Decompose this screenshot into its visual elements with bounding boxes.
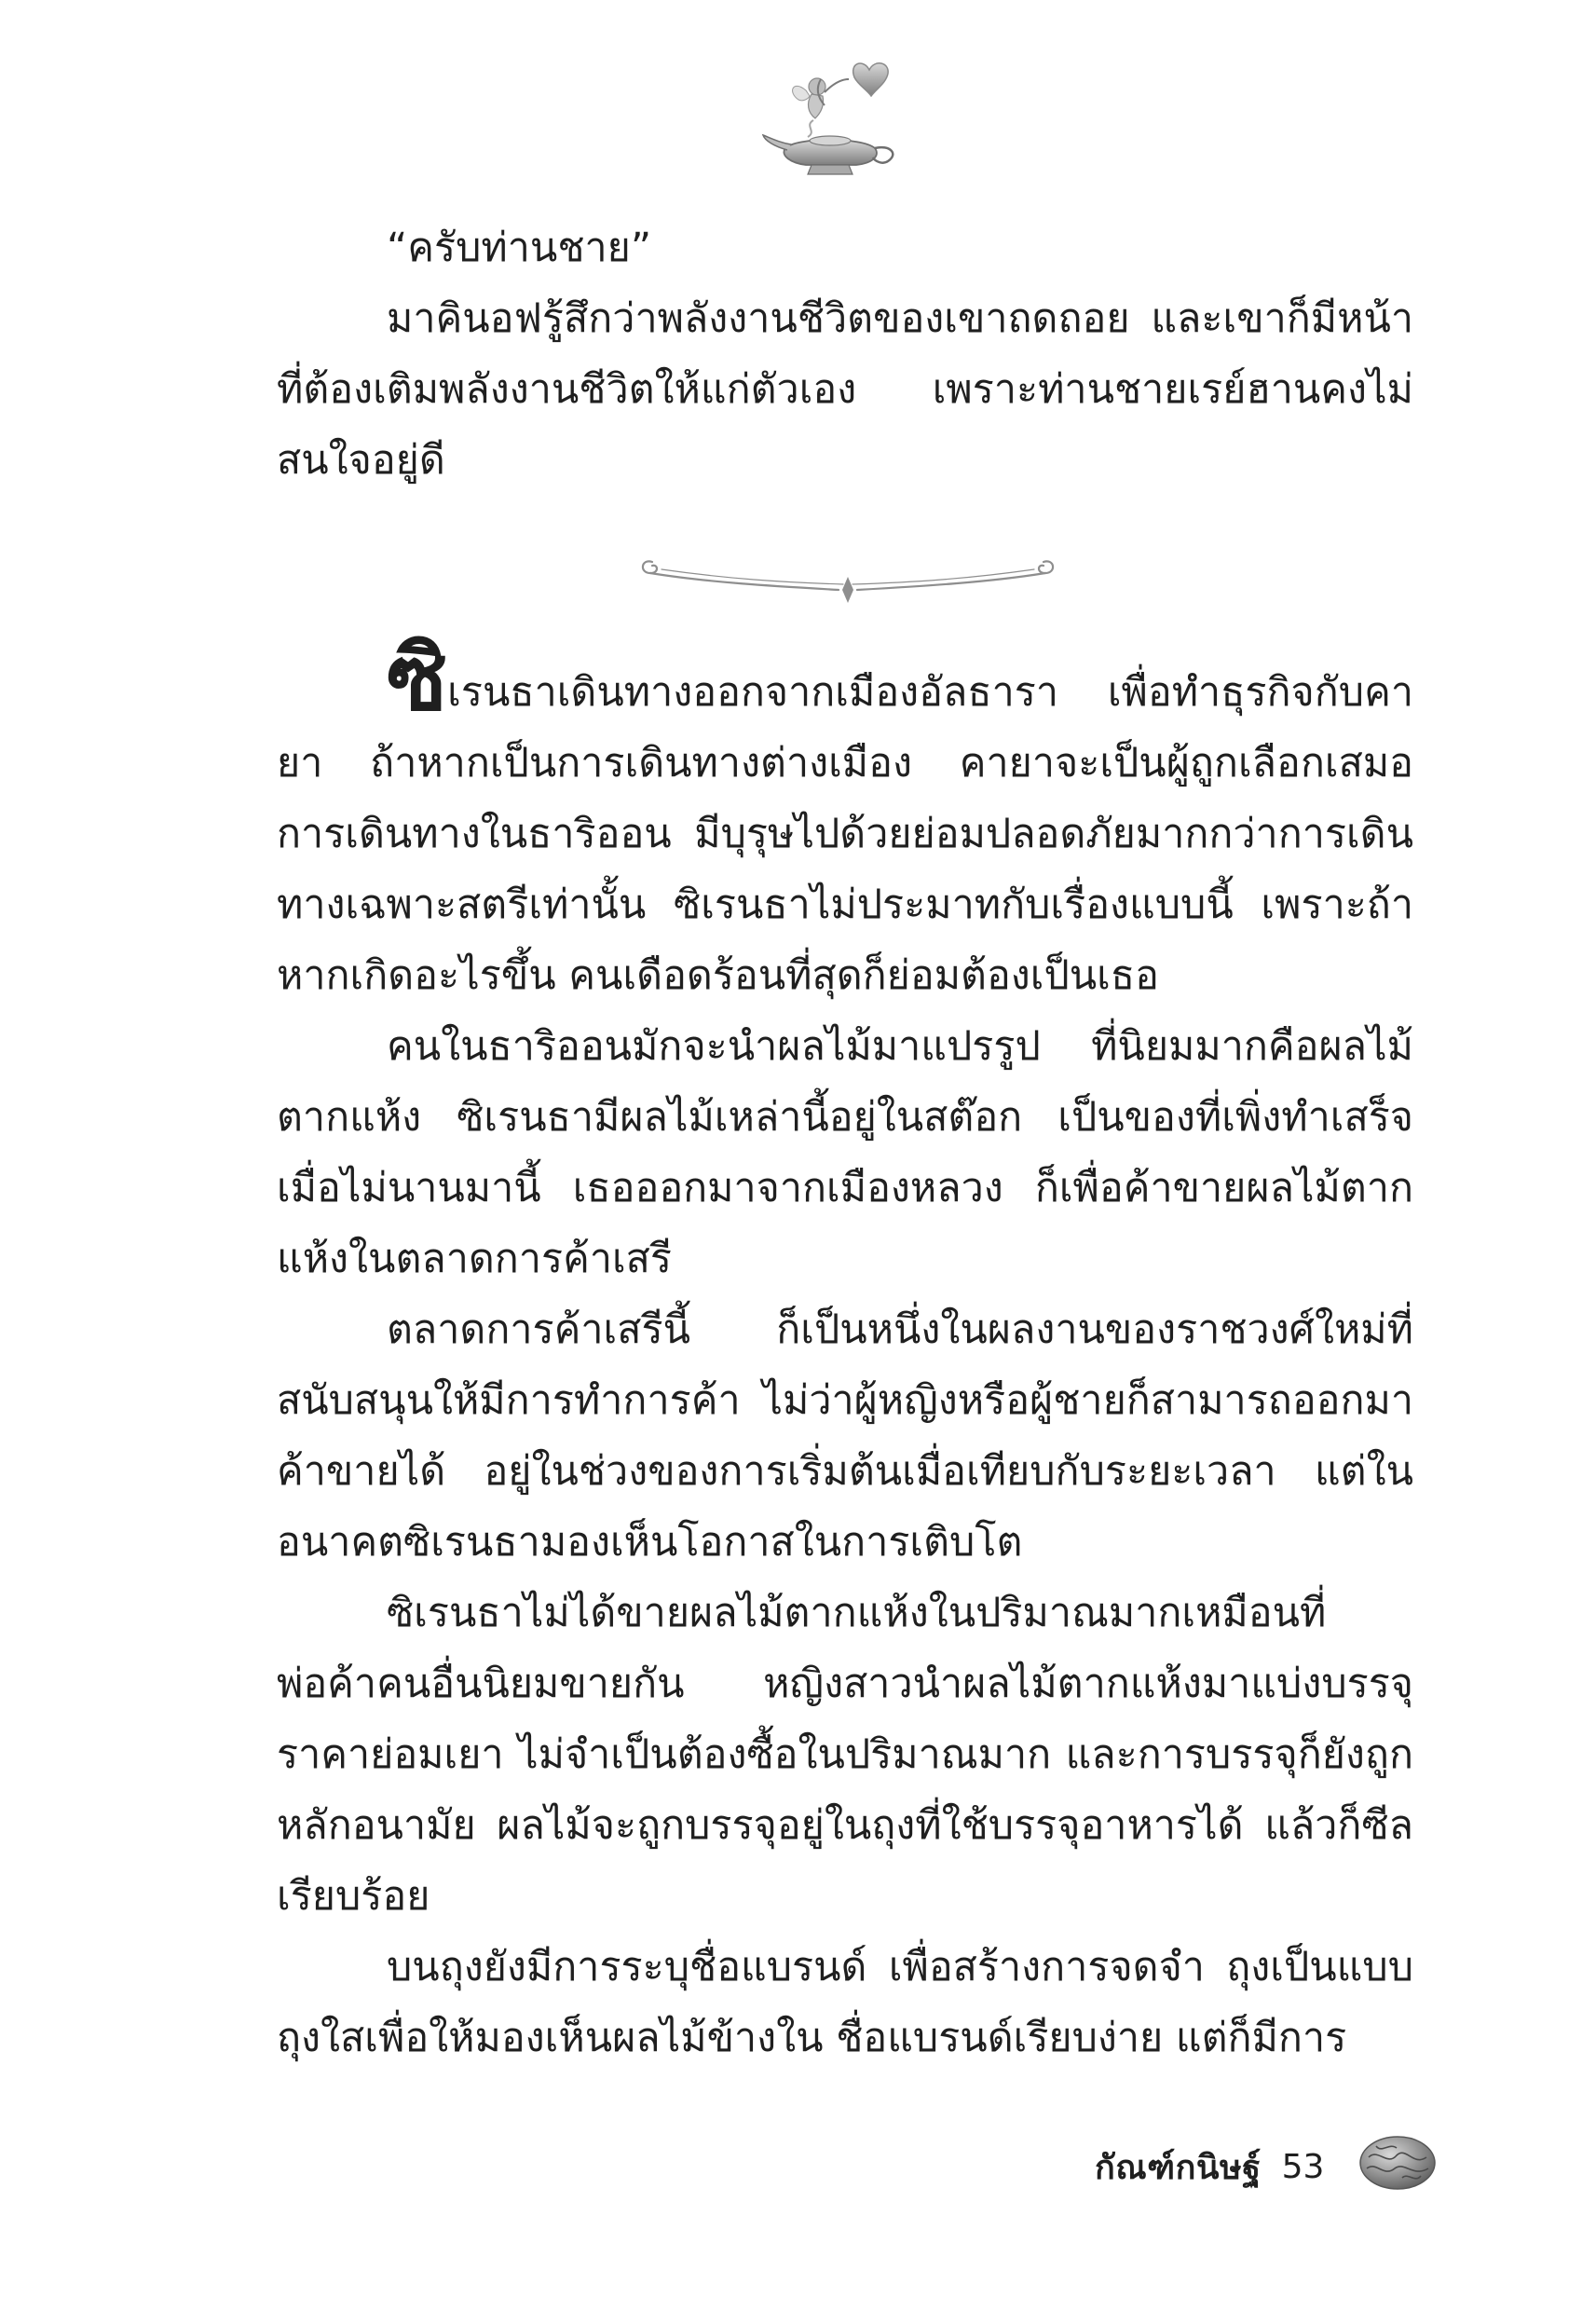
book-title: กัณฑ์กนิษฐ์ — [1095, 2148, 1262, 2187]
paragraph: มาคินอฟรู้สึกว่าพลังงานชีวิตของเขาถดถอย และเขาก็มีหน้าที่ต้องเติมพลังงานชีวิตให้แก่ตัวเอง เพราะท่านชายเรย์ฮานคงไม่สนใจอยู่ดี — [277, 295, 1413, 484]
cupid-teapot-ornament-icon — [759, 51, 908, 186]
intro-text — [277, 212, 1413, 496]
page-number: 53 — [1281, 2147, 1325, 2186]
walnut-icon — [1356, 2129, 1439, 2195]
page-footer — [1095, 2139, 1324, 2195]
scroll-divider-icon — [634, 545, 1062, 610]
paragraph-text: เรนธาเดินทางออกจากเมืองอัลธารา เพื่อทำธุรกิจกับคายา ถ้าหากเป็นการเดินทางต่างเมือง คายาจะเป็นผู้ถูกเลือกเสมอ การเดินทางในธาริออน มีบุรุษไปด้วยย่อมปลอดภัยมากกว่าการเดินทางเฉพาะสตรีเท่านั้น ซิเรนธาไม่ประมาทกับเรื่องแบบนี้ เพราะถ้าหากเกิดอะไรขึ้น คนเดือดร้อนที่สุดก็ย่อมต้องเป็นเธอ — [277, 669, 1413, 999]
paragraph: คนในธาริออนมักจะนำผลไม้มาแปรรูป ที่นิยมมากคือผลไม้ตากแห้ง ซิเรนธามีผลไม้เหล่านี้อยู่ในสต๊อก เป็นของที่เพิ่งทำเสร็จเมื่อไม่นานมานี้ เธอออกมาจากเมืองหลวง ก็เพื่อค้าขายผลไม้ตากแห้งในตลาดการค้าเสรี — [277, 1023, 1413, 1282]
paragraph — [277, 625, 1413, 1011]
drop-cap: ซิ — [387, 625, 448, 731]
paragraph: บนถุงยังมีการระบุชื่อแบรนด์ เพื่อสร้างการจดจำ ถุงเป็นแบบถุงใสเพื่อให้มองเห็นผลไม้ข้างใน ชื่อแบรนด์เรียบง่าย แต่ก็มีการ — [277, 1944, 1413, 2061]
dialogue-line: “ครับท่านชาย” — [387, 225, 652, 271]
paragraph: ตลาดการค้าเสรีนี้ ก็เป็นหนึ่งในผลงานของราชวงศ์ใหม่ที่สนับสนุนให้มีการทำการค้า ไม่ว่าผู้หญิงหรือผู้ชายก็สามารถออกมาค้าขายได้ อยู่ในช่วงของการเริ่มต้นเมื่อเทียบกับระยะเวลา แต่ในอนาคตซิเรนธามองเห็นโอกาสในการเติบโต — [277, 1306, 1413, 1566]
paragraph: ซิเรนธาไม่ได้ขายผลไม้ตากแห้งในปริมาณมากเหมือนที่พ่อค้าคนอื่นนิยมขายกัน หญิงสาวนำผลไม้ตากแห้งมาแบ่งบรรจุ ราคาย่อมเยา ไม่จำเป็นต้องซื้อในปริมาณมาก และการบรรจุก็ยังถูกหลักอนามัย ผลไม้จะถูกบรรจุอยู่ในถุงที่ใช้บรรจุอาหารได้ แล้วก็ซีลเรียบร้อย — [277, 1590, 1413, 1920]
section-text — [277, 625, 1413, 2073]
